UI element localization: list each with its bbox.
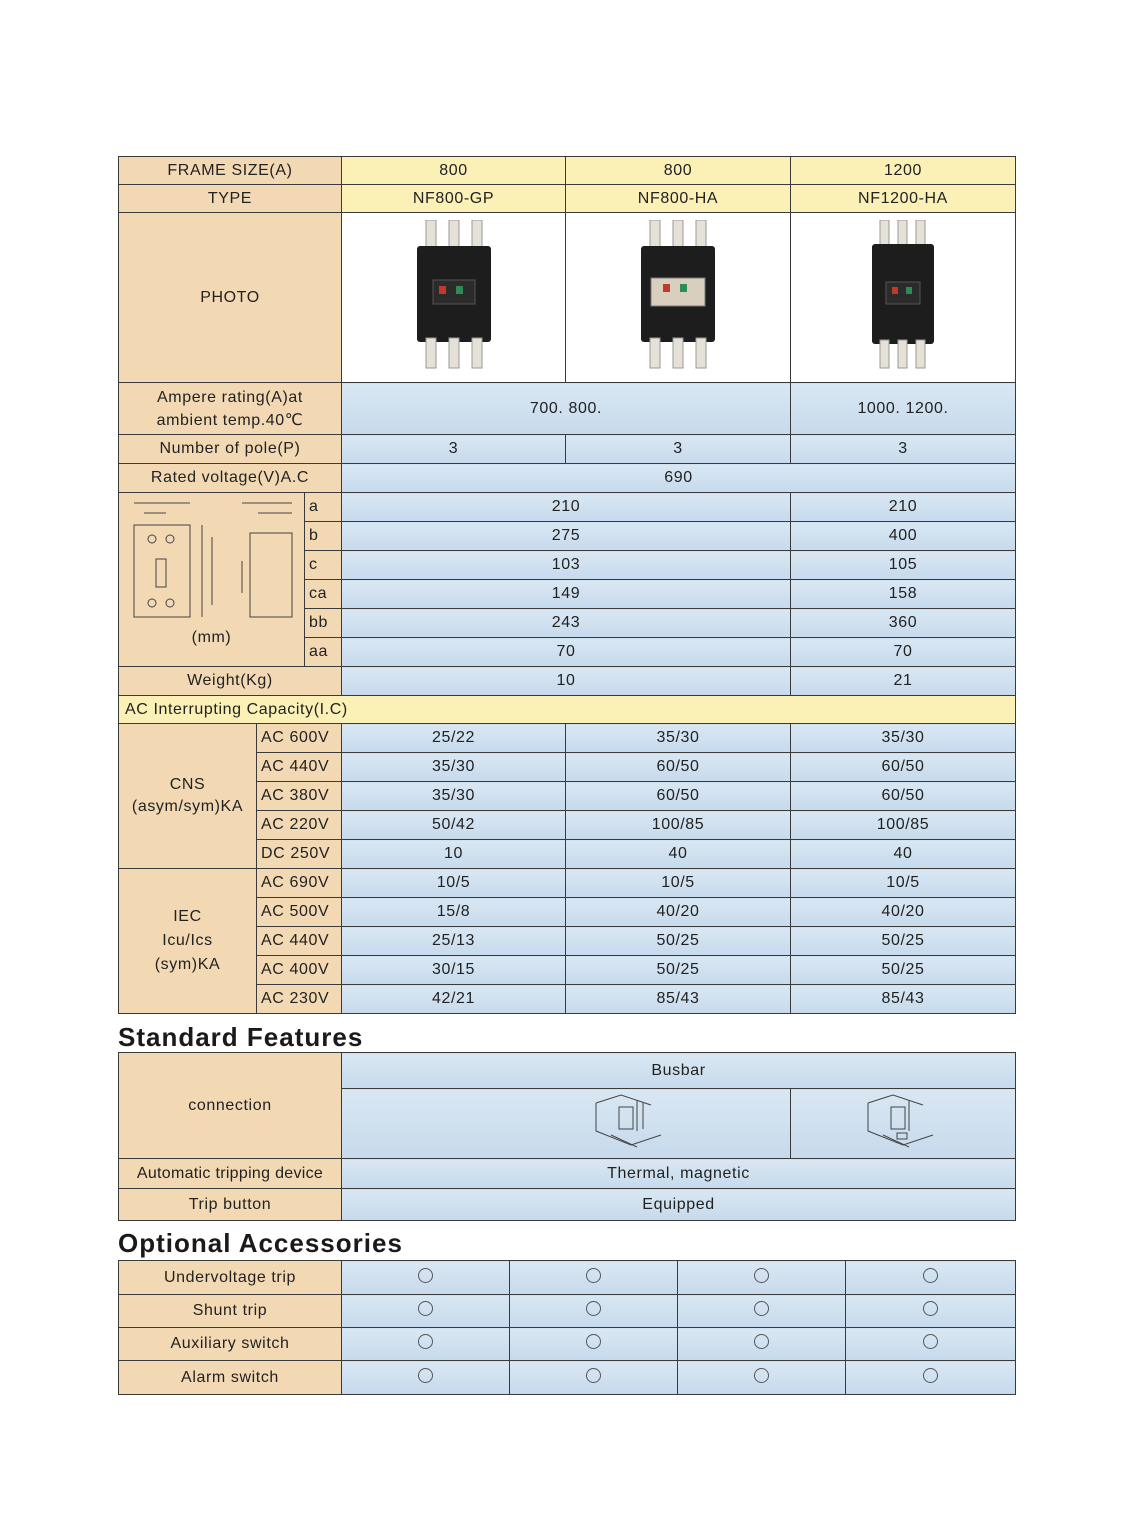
cns-cell: 35/30 xyxy=(342,753,566,782)
type-3: NF1200-HA xyxy=(791,185,1016,213)
cns-cell: 100/85 xyxy=(566,811,791,840)
cns-cell: 35/30 xyxy=(342,782,566,811)
type-1: NF800-GP xyxy=(342,185,566,213)
accessory-cell xyxy=(342,1328,510,1361)
connection-label: connection xyxy=(119,1053,342,1159)
accessory-cell xyxy=(342,1295,510,1328)
poles-2: 3 xyxy=(566,435,791,464)
ic-section-label: AC Interrupting Capacity(I.C) xyxy=(119,696,1016,724)
dim-c-800: 103 xyxy=(342,551,791,580)
type-label: TYPE xyxy=(119,185,342,213)
accessory-auxiliary-label: Auxiliary switch xyxy=(119,1328,342,1361)
available-circle-icon xyxy=(923,1301,938,1316)
available-circle-icon xyxy=(754,1268,769,1283)
busbar-diagram-2 xyxy=(863,1091,943,1151)
dim-a-800: 210 xyxy=(342,493,791,522)
accessory-undervoltage-label: Undervoltage trip xyxy=(119,1261,342,1295)
breaker-image-2 xyxy=(633,220,723,370)
accessory-cell xyxy=(846,1261,1016,1295)
iec-cell: 50/25 xyxy=(791,927,1016,956)
cns-cell: 50/42 xyxy=(342,811,566,840)
iec-label-line2: Icu/Ics xyxy=(162,932,213,949)
weight-label: Weight(Kg) xyxy=(119,667,342,696)
poles-1: 3 xyxy=(342,435,566,464)
voltage-label: Rated voltage(V)A.C xyxy=(119,464,342,493)
frame-size-label: FRAME SIZE(A) xyxy=(119,157,342,185)
accessory-cell xyxy=(510,1261,678,1295)
optional-accessories-title: Optional Accessories xyxy=(118,1228,403,1258)
cns-cell: 60/50 xyxy=(791,753,1016,782)
frame-size-3: 1200 xyxy=(791,157,1016,185)
standard-features-table xyxy=(118,1052,1016,1221)
iec-cell: 30/15 xyxy=(342,956,566,985)
tripping-device-value: Thermal, magnetic xyxy=(342,1159,1016,1189)
dim-a-1200: 210 xyxy=(791,493,1016,522)
accessory-cell xyxy=(678,1328,846,1361)
ampere-label: Ampere rating(A)at ambient temp.40℃ xyxy=(119,383,342,435)
iec-voltage-1: AC 690V xyxy=(257,869,342,898)
poles-3: 3 xyxy=(791,435,1016,464)
cns-cell: 25/22 xyxy=(342,724,566,753)
accessory-cell xyxy=(342,1261,510,1295)
cns-cell: 60/50 xyxy=(791,782,1016,811)
trip-button-value: Equipped xyxy=(342,1189,1016,1221)
tripping-device-label: Automatic tripping device xyxy=(119,1159,342,1189)
accessory-cell xyxy=(846,1361,1016,1395)
dim-aa-1200: 70 xyxy=(791,638,1016,667)
photo-nf1200-ha xyxy=(791,213,1016,383)
dim-key-bb: bb xyxy=(305,609,342,638)
frame-size-1: 800 xyxy=(342,157,566,185)
available-circle-icon xyxy=(418,1368,433,1383)
cns-cell: 40 xyxy=(791,840,1016,869)
poles-label: Number of pole(P) xyxy=(119,435,342,464)
accessory-alarm-label: Alarm switch xyxy=(119,1361,342,1395)
cns-label xyxy=(119,724,257,869)
cns-voltage-3: AC 380V xyxy=(257,782,342,811)
cns-voltage-2: AC 440V xyxy=(257,753,342,782)
iec-cell: 50/25 xyxy=(566,927,791,956)
photo-nf800-ha xyxy=(566,213,791,383)
available-circle-icon xyxy=(586,1301,601,1316)
cns-cell: 10 xyxy=(342,840,566,869)
standard-features-title: Standard Features xyxy=(118,1022,364,1052)
busbar-label: Busbar xyxy=(342,1053,1016,1089)
dim-b-800: 275 xyxy=(342,522,791,551)
dim-key-c: c xyxy=(305,551,342,580)
dimension-unit: (mm) xyxy=(191,629,232,646)
dim-key-ca: ca xyxy=(305,580,342,609)
available-circle-icon xyxy=(418,1334,433,1349)
available-circle-icon xyxy=(923,1368,938,1383)
busbar-diagram-1 xyxy=(591,1091,671,1151)
iec-cell: 85/43 xyxy=(566,985,791,1014)
available-circle-icon xyxy=(586,1334,601,1349)
dim-ca-1200: 158 xyxy=(791,580,1016,609)
available-circle-icon xyxy=(754,1368,769,1383)
iec-cell: 50/25 xyxy=(566,956,791,985)
dim-aa-800: 70 xyxy=(342,638,791,667)
ampere-value-800: 700. 800. xyxy=(342,383,791,435)
iec-cell: 15/8 xyxy=(342,898,566,927)
iec-cell: 85/43 xyxy=(791,985,1016,1014)
cns-cell: 35/30 xyxy=(791,724,1016,753)
ampere-value-1200: 1000. 1200. xyxy=(791,383,1016,435)
dimension-diagram xyxy=(122,497,302,627)
breaker-image-1 xyxy=(409,220,499,370)
available-circle-icon xyxy=(586,1368,601,1383)
available-circle-icon xyxy=(418,1301,433,1316)
busbar-drawing-800 xyxy=(342,1089,791,1159)
photo-label: PHOTO xyxy=(119,213,342,383)
accessory-cell xyxy=(678,1361,846,1395)
iec-cell: 42/21 xyxy=(342,985,566,1014)
iec-voltage-5: AC 230V xyxy=(257,985,342,1014)
accessory-cell xyxy=(510,1295,678,1328)
trip-button-label: Trip button xyxy=(119,1189,342,1221)
iec-label-line3: (sym)KA xyxy=(154,956,221,973)
weight-1200: 21 xyxy=(791,667,1016,696)
available-circle-icon xyxy=(754,1334,769,1349)
iec-cell: 50/25 xyxy=(791,956,1016,985)
dim-ca-800: 149 xyxy=(342,580,791,609)
iec-cell: 25/13 xyxy=(342,927,566,956)
dim-bb-800: 243 xyxy=(342,609,791,638)
available-circle-icon xyxy=(923,1268,938,1283)
accessory-cell xyxy=(510,1361,678,1395)
accessory-shunt-label: Shunt trip xyxy=(119,1295,342,1328)
iec-cell: 40/20 xyxy=(791,898,1016,927)
spec-table xyxy=(118,156,1016,1014)
available-circle-icon xyxy=(586,1268,601,1283)
iec-cell: 10/5 xyxy=(791,869,1016,898)
cns-label-line2: (asym/sym)KA xyxy=(131,798,244,815)
dim-key-aa: aa xyxy=(305,638,342,667)
accessory-cell xyxy=(678,1295,846,1328)
iec-voltage-3: AC 440V xyxy=(257,927,342,956)
cns-cell: 35/30 xyxy=(566,724,791,753)
accessory-cell xyxy=(678,1261,846,1295)
accessory-cell xyxy=(342,1361,510,1395)
available-circle-icon xyxy=(418,1268,433,1283)
cns-label-line1: CNS xyxy=(169,776,206,793)
accessory-cell xyxy=(510,1328,678,1361)
dim-key-b: b xyxy=(305,522,342,551)
cns-voltage-5: DC 250V xyxy=(257,840,342,869)
iec-cell: 10/5 xyxy=(566,869,791,898)
weight-800: 10 xyxy=(342,667,791,696)
dim-b-1200: 400 xyxy=(791,522,1016,551)
dim-c-1200: 105 xyxy=(791,551,1016,580)
type-2: NF800-HA xyxy=(566,185,791,213)
cns-cell: 100/85 xyxy=(791,811,1016,840)
iec-cell: 40/20 xyxy=(566,898,791,927)
iec-voltage-2: AC 500V xyxy=(257,898,342,927)
cns-voltage-1: AC 600V xyxy=(257,724,342,753)
dimension-diagram-cell xyxy=(119,493,305,667)
accessory-cell xyxy=(846,1295,1016,1328)
accessory-cell xyxy=(846,1328,1016,1361)
optional-accessories-table xyxy=(118,1260,1016,1395)
iec-cell: 10/5 xyxy=(342,869,566,898)
iec-label-line1: IEC xyxy=(173,908,202,925)
voltage-value: 690 xyxy=(342,464,1016,493)
dim-key-a: a xyxy=(305,493,342,522)
available-circle-icon xyxy=(754,1301,769,1316)
photo-nf800-gp xyxy=(342,213,566,383)
cns-cell: 60/50 xyxy=(566,753,791,782)
cns-cell: 40 xyxy=(566,840,791,869)
frame-size-2: 800 xyxy=(566,157,791,185)
cns-cell: 60/50 xyxy=(566,782,791,811)
cns-voltage-4: AC 220V xyxy=(257,811,342,840)
iec-label xyxy=(119,869,257,1014)
available-circle-icon xyxy=(923,1334,938,1349)
iec-voltage-4: AC 400V xyxy=(257,956,342,985)
dim-bb-1200: 360 xyxy=(791,609,1016,638)
breaker-image-3 xyxy=(858,220,948,370)
busbar-drawing-1200 xyxy=(791,1089,1016,1159)
